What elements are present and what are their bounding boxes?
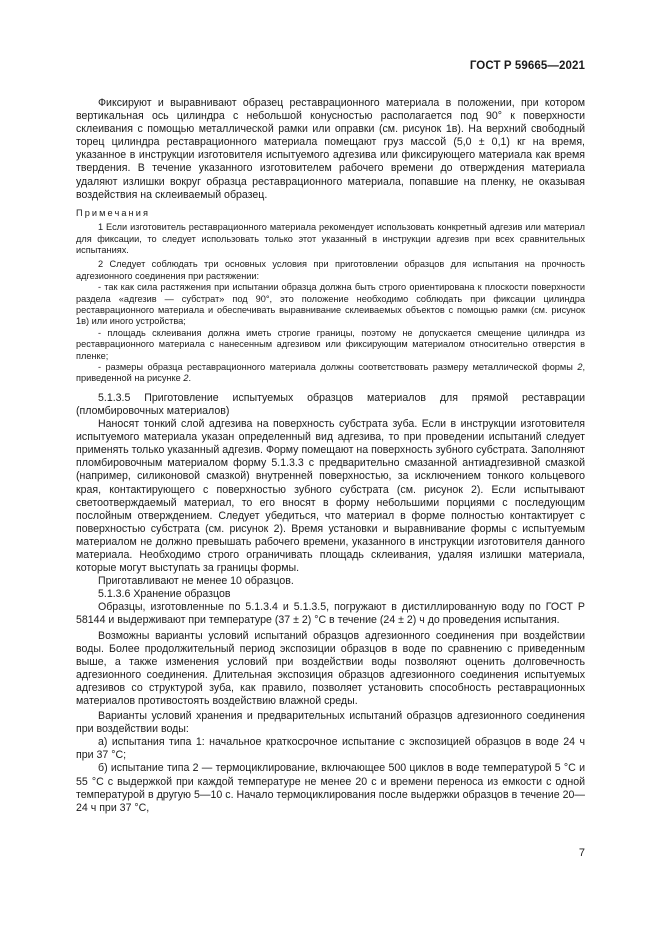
list-item-b: б) испытание типа 2 — термоциклирование, включающее 500 циклов в воде температурой 5 °С и 55 °С с выдержкой при каждой температуре не менее 20 с и времени переноса из емкости с одной температурой в другую 5—10 с. Начало термоциклирования после выдержки образцов в течение 20—24 ч при 37 °С, <box>76 762 585 814</box>
section-5-1-3-5 <box>76 392 585 588</box>
note-2-item-c <box>76 362 585 385</box>
section-5-1-3-6 <box>76 588 585 815</box>
note-2-item-c-mid: , приведенной на рисунке <box>76 362 585 384</box>
paragraph-storage-variants: Варианты условий хранения и предварительных испытаний образцов адгезионного соединения при воздействии воды: <box>76 710 585 736</box>
list-item-a: а) испытания типа 1: начальное краткосрочное испытание с экспозицией образцов в воде 24 ч при 37 °С; <box>76 736 585 762</box>
section-heading-5-1-3-6: 5.1.3.6 Хранение образцов <box>98 588 231 601</box>
note-2-item-a: - так как сила растяжения при испытании образца должна быть строго ориентирована к плоскости поверхности раздела «адгезив — субстрат» под 90°, это положение необходимо соблюдать при фиксации цилиндра реставрационного материала и обеспечивать выравнивание склеиваемых объектов с помощью рамки (см. рисунок 1в) или иного устройства; <box>76 282 585 327</box>
section-heading-5-1-3-5: 5.1.3.5 Приготовление испытуемых образцов материалов для прямой реставрации (пломбировочных материалов) <box>76 391 585 417</box>
paragraph-sample-count: Приготавливают не менее 10 образцов. <box>98 575 294 588</box>
standard-header: ГОСТ Р 59665—2021 <box>469 60 585 72</box>
paragraph-water-variants: Возможны варианты условий испытаний образцов адгезионного соединения при воздействии воды. Более продолжительный период экспозиции образцов в воде по сравнению с приведенным выше, а также изменения условий при воздействии воды позволяют оценить долговечность адгезионного соединения. Длительная экспозиция образцов адгезионного соединения испытуемых адгезивов со структурой зуба, как правило, позволяет установить способность реставрационных материалов противостоять воздействию влажной среды. <box>76 629 585 707</box>
page-content <box>76 97 585 815</box>
note-2-item-c-text: - размеры образца реставрационного материала должны соответствовать размеру металлической формы <box>98 362 578 373</box>
paragraph-direct-restoration: Наносят тонкий слой адгезива на поверхность субстрата зуба. Если в инструкции изготовителя испытуемого материала указан определенный вид адгезива, то при проведении испытаний следует применять только указанный адгезив. Форму помещают на поверхность зубного субстрата. Заполняют пломбировочным материалом форму 5.1.3.3 с предварительно смазанной антиадгезивной смазкой (например, силиконовой смазкой) внутренней поверхностью, за исключением тонкого кольцевого края, контактирующего с поверхностью зубного субстрата (см. рисунок 2). Если испытывают светоотверждаемый материал, то его вносят в форму небольшими порциями с последующим послойным отверждением. Следует убедиться, что материал в форме полностью контактирует с поверхностью субстрата (см. рисунок 2). Время установки и выравнивание формы с испытуемым материалом не должно превышать рабочего времени, указанного в инструкции изготовителя данного материала. Необходимо строго ограничивать площадь склеивания, удаляя излишки материала, которые могут выступать за границы формы. <box>76 418 585 575</box>
paragraph-storage: Образцы, изготовленные по 5.1.3.4 и 5.1.3.5, погружают в дистиллированную воду по ГОСТ Р 58144 и выдерживают при температуре (37 ± 2) °С в течение (24 ± 2) ч до проведения испытания. <box>76 601 585 627</box>
form-number: 2 <box>577 362 583 373</box>
note-2: 2 Следует соблюдать три основных условия при приготовлении образцов для испытания на прочность адгезионного соединения при растяжении: <box>76 259 585 281</box>
notes-block <box>76 208 585 385</box>
note-1: 1 Если изготовитель реставрационного материала рекомендует использовать конкретный адгезив или материал для фиксации, то следует использовать только этот указанный в инструкции адгезив при всех сравнительных испытаниях. <box>76 222 585 255</box>
paragraph-fixation: Фиксируют и выравнивают образец реставрационного материала в положении, при котором вертикальная ось цилиндра с небольшой конусностью располагается под 90° к поверхности склеивания с помощью металлической рамки или оправки (см. рисунок 1в). На верхний свободный торец цилиндра реставрационного материала помещают груз массой (5,0 ± 0,1) кг на время, указанное в инструкции изготовителя испытуемого адгезива или фиксирующего материала как время твердения. В течение указанного изготовителем рабочего времени до отверждения материала удаляют излишки вокруг образца реставрационного материала, попавшие на пленку, не оказывая воздействия на склеиваемый образец. <box>76 97 585 201</box>
note-2-item-c-end: . <box>188 373 192 384</box>
page-number: 7 <box>578 847 585 859</box>
notes-title: Примечания <box>76 207 151 218</box>
note-2-item-b: - площадь склеивания должна иметь строгие границы, поэтому не допускается смещение цилиндра из реставрационного материала с нанесенным адгезивом или фиксирующим материалом относительно отверстия в пленке; <box>76 327 585 361</box>
figure-number: 2 <box>183 373 189 384</box>
